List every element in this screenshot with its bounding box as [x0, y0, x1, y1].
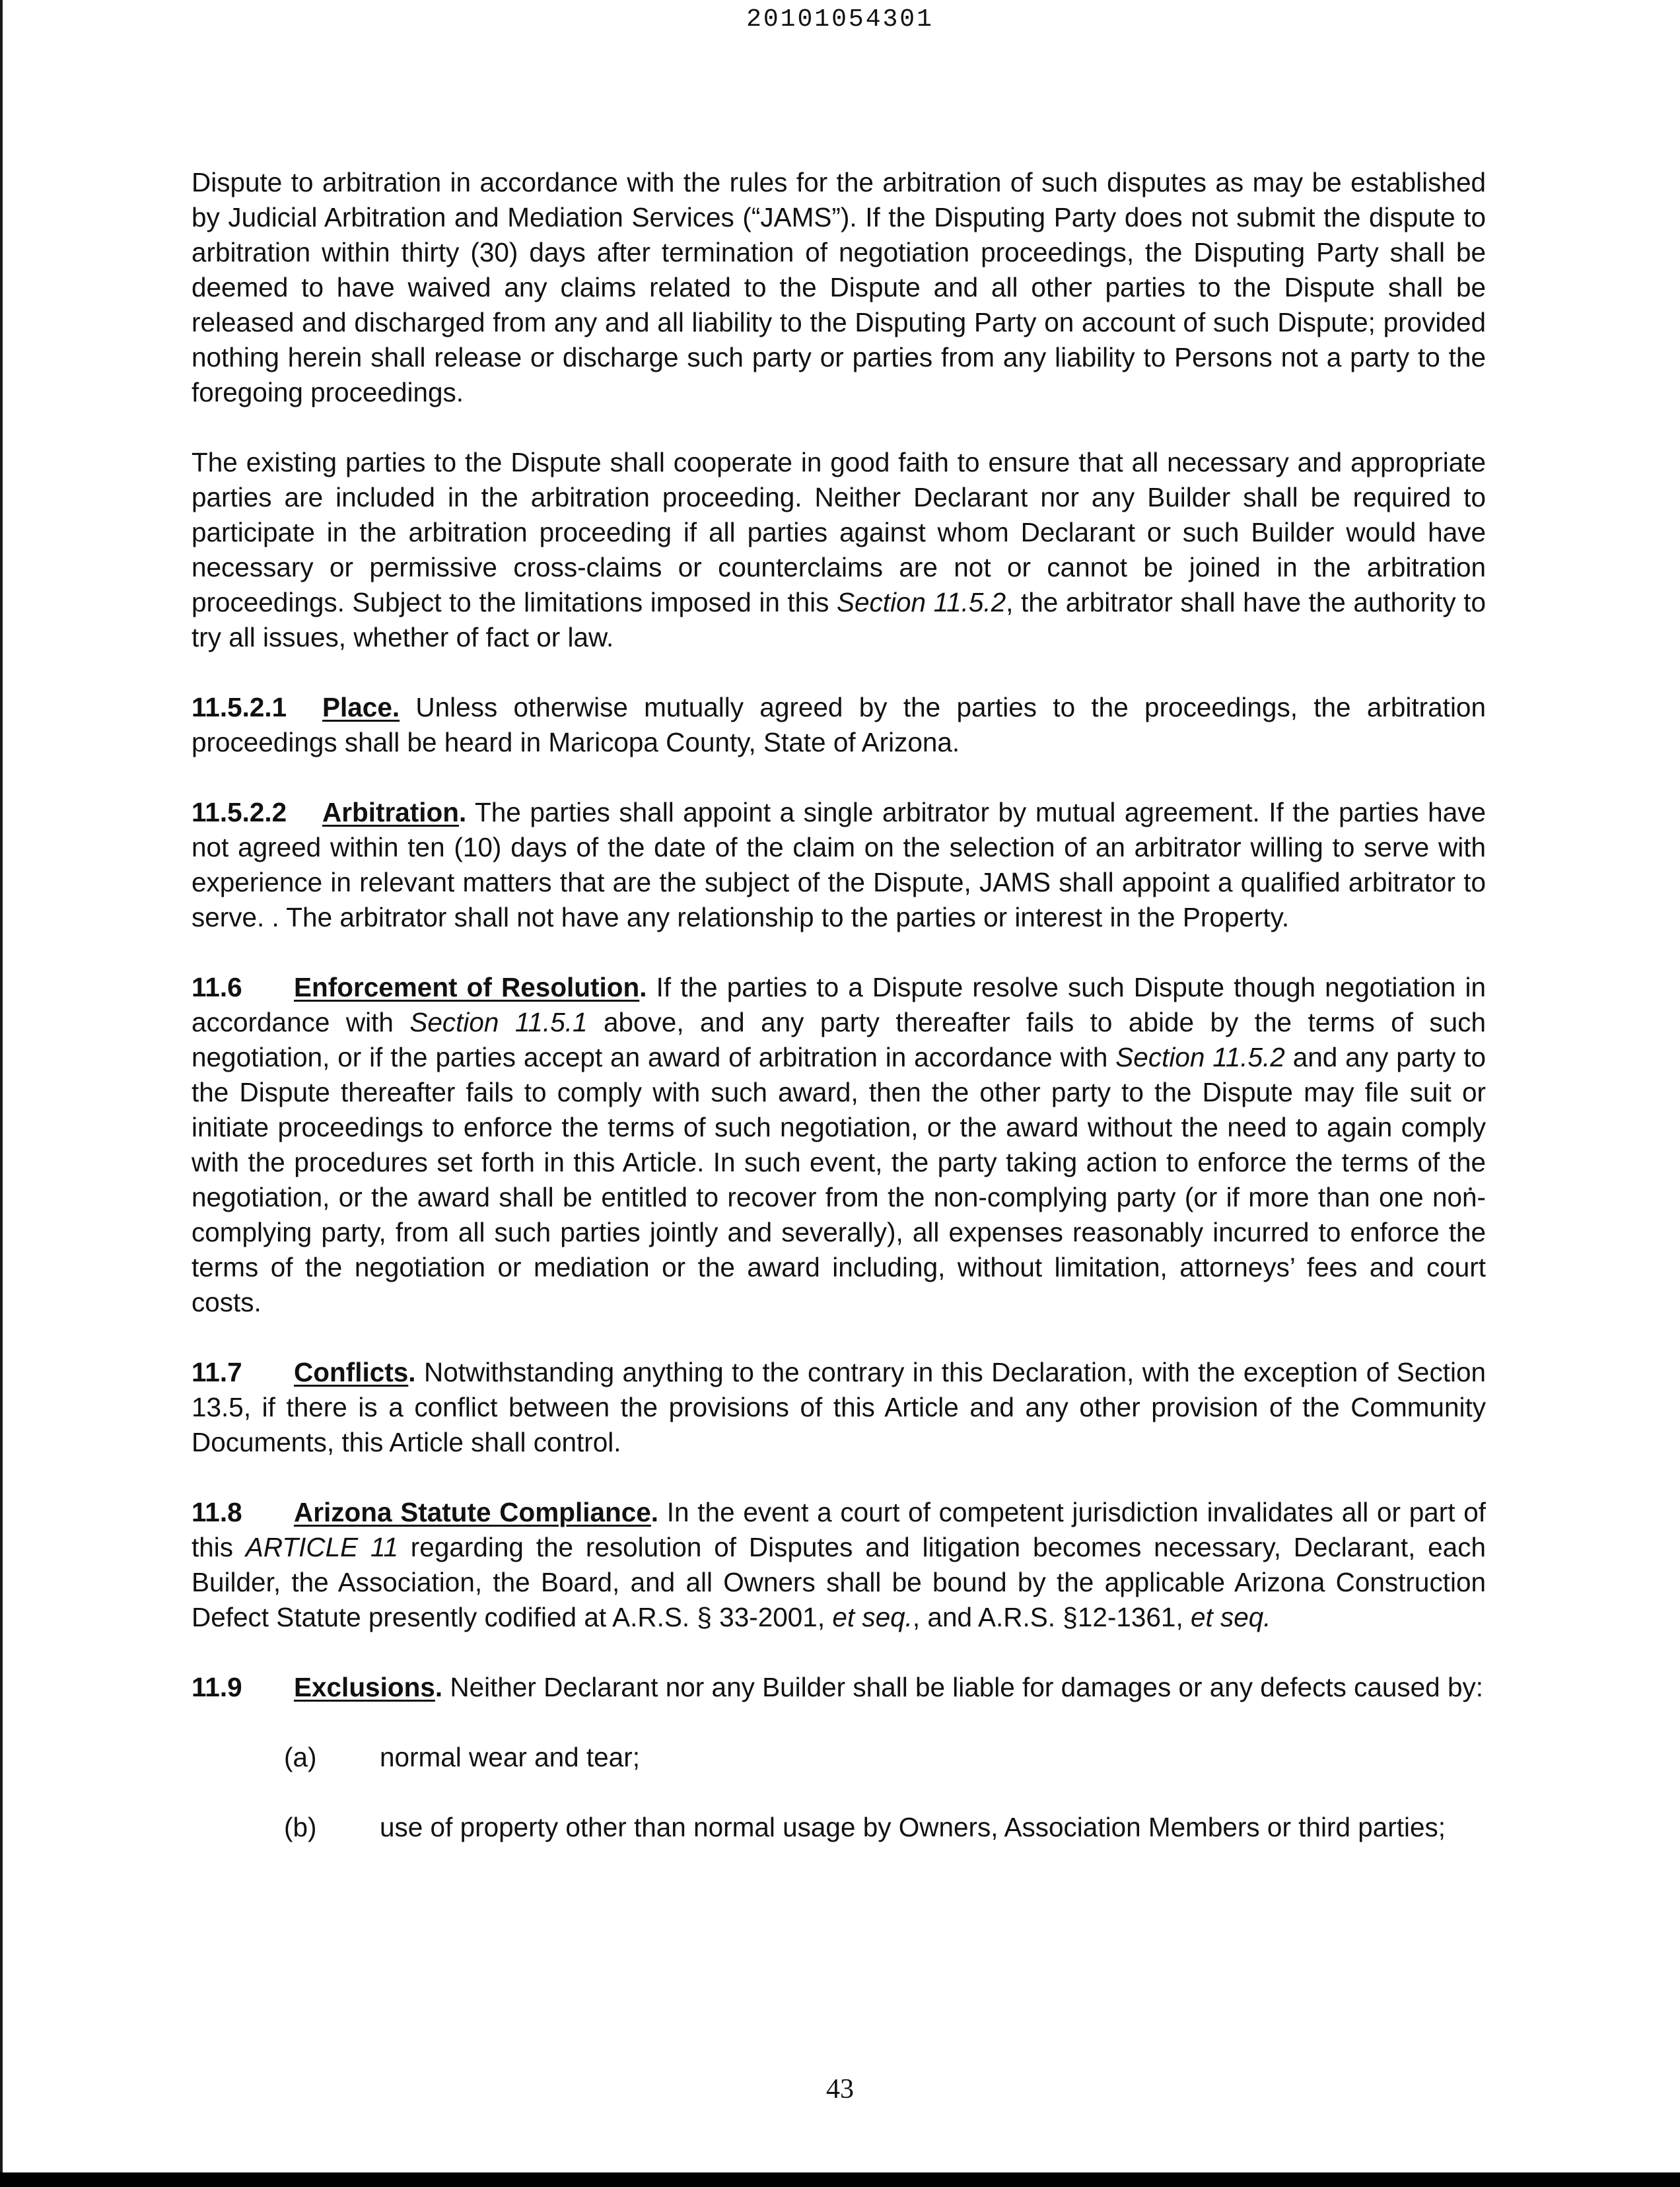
section-11-9 — [192, 1670, 1486, 1705]
section-reference: Section 11.5.2 — [836, 587, 1006, 617]
section-heading: Arbitration — [322, 797, 459, 827]
section-text: above, and any party thereafter fails to abide by the terms of such negotiation, or if the parties accept an award of arbitration in accordance with — [192, 1007, 1486, 1072]
heading-punctuation: . — [408, 1357, 416, 1387]
section-text: Neither Declarant nor any Builder shall be liable for damages or any defects caused by: — [442, 1672, 1483, 1702]
section-text: Unless otherwise mutually agreed by the parties to the proceedings, the arbitration proceedings shall be heard in Maricopa County, State of Arizona. — [192, 692, 1486, 757]
section-11-8 — [192, 1495, 1486, 1635]
section-11-6 — [192, 970, 1486, 1320]
section-text: and any party to the Dispute thereafter fails to comply with such award, then the other party to the Dispute may file suit or initiate proceedings to enforce the terms of such negotiation, or the award without the need to again comply with the procedures set forth in this Article. In such event, the party taking action to enforce the terms of the negotiation, or the award shall be entitled to recover from the non-complying party (or if more than one non-complying party, from all such parties jointly and severally), all expenses reasonably incurred to enforce the terms of the negotiation or mediation or the award including, without limitation, attorneys’ fees and court costs. — [192, 1042, 1486, 1317]
heading-punctuation: . — [639, 972, 647, 1002]
scan-bottom-edge — [0, 2172, 1680, 2187]
list-item-label: (a) — [284, 1742, 317, 1772]
section-11-7 — [192, 1355, 1486, 1460]
section-heading: Exclusions — [294, 1672, 435, 1702]
section-reference: Section 11.5.1 — [409, 1007, 588, 1037]
paragraph-arbitration-submission — [192, 165, 1486, 410]
heading-punctuation: . — [435, 1672, 443, 1702]
article-reference: ARTICLE 11 — [245, 1532, 398, 1562]
document-body — [192, 165, 1486, 1880]
heading-punctuation: . — [459, 797, 467, 827]
list-item-text: normal wear and tear; — [380, 1742, 640, 1772]
heading-punctuation: . — [650, 1497, 659, 1527]
section-11-5-2-1 — [192, 690, 1486, 760]
paragraph-existing-parties — [192, 445, 1486, 655]
section-number: 11.8 — [192, 1497, 242, 1527]
section-number: 11.9 — [192, 1672, 242, 1702]
list-item-text: use of property other than normal usage by Owners, Association Members or third parties; — [380, 1812, 1446, 1842]
section-text: In the event a court of competent jurisdiction invalidates all or part of this — [192, 1497, 1486, 1562]
section-text: Notwithstanding anything to the contrary in this Declaration, with the exception of Section 13.5, if there is a conflict between the provisions of this Article and any other provision of the Community Documents, this Article shall control. — [192, 1357, 1486, 1457]
section-text: , and A.R.S. §12-1361, — [912, 1602, 1191, 1632]
document-number: 20101054301 — [746, 5, 934, 34]
section-heading: Enforcement of Resolution — [294, 972, 640, 1002]
section-number: 11.5.2.1 — [192, 692, 287, 722]
list-item-label: (b) — [284, 1812, 317, 1842]
paragraph-text: The existing parties to the Dispute shall cooperate in good faith to ensure that all necessary and appropriate parties are included in the arbitration proceeding. Neither Declarant nor any Builder shall be required to participate in the arbitration proceeding if all parties against whom Declarant or such Builder would have necessary or permissive cross-claims or counterclaims are not or cannot be joined in the arbitration proceedings. Subject to the limitations imposed in this — [192, 447, 1486, 617]
page-number: 43 — [826, 2074, 854, 2104]
section-11-5-2-2 — [192, 795, 1486, 935]
scan-left-edge — [0, 0, 3, 2172]
list-item — [192, 1740, 1486, 1775]
latin-reference: et seq. — [1190, 1602, 1271, 1632]
section-text: If the parties to a Dispute resolve such Dispute though negotiation in accordance with — [192, 972, 1486, 1037]
latin-reference: et seq. — [832, 1602, 913, 1632]
paragraph-text: , the arbitrator shall have the authority to try all issues, whether of fact or law. — [192, 587, 1486, 652]
section-number: 11.5.2.2 — [192, 797, 287, 827]
section-heading: Arizona Statute Compliance — [294, 1497, 651, 1527]
section-heading: Conflicts — [294, 1357, 409, 1387]
section-heading: Place. — [322, 692, 400, 722]
list-item — [192, 1810, 1486, 1845]
paragraph-text: Dispute to arbitration in accordance with the rules for the arbitration of such disputes as may be established by Judicial Arbitration and Mediation Services (“JAMS”). If the Disputing Party does not submit the dispute to arbitration within thirty (30) days after termination of negotiation proceedings, the Disputing Party shall be deemed to have waived any claims related to the Dispute and all other parties to the Dispute shall be released and discharged from any and all liability to the Disputing Party on account of such Dispute; provided nothing herein shall release or discharge such party or parties from any liability to Persons not a party to the foregoing proceedings. — [192, 167, 1486, 407]
section-number: 11.6 — [192, 972, 242, 1002]
section-text: regarding the resolution of Disputes and litigation becomes necessary, Declarant, each Builder, the Association, the Board, and all Owners shall be bound by the applicable Arizona Construction Defect Statute presently codified at A.R.S. § 33-2001, — [192, 1532, 1486, 1632]
section-number: 11.7 — [192, 1357, 242, 1387]
section-text: The parties shall appoint a single arbitrator by mutual agreement. If the parties have not agreed within ten (10) days of the date of the claim on the selection of an arbitrator willing to serve with experience in relevant matters that are the subject of the Dispute, JAMS shall appoint a qualified arbitrator to serve. . The arbitrator shall not have any relationship to the parties or interest in the Property. — [192, 797, 1486, 932]
section-reference: Section 11.5.2 — [1115, 1042, 1285, 1072]
